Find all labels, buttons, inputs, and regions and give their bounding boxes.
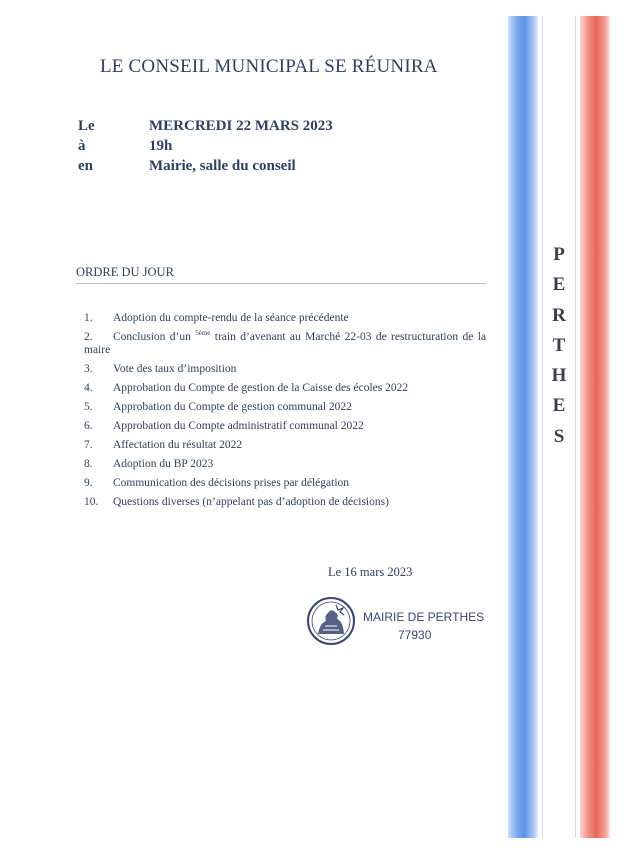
agenda-item-text: Approbation du Compte administratif communal 2022 xyxy=(113,420,364,432)
ordinal-superscript: 5ème xyxy=(195,329,211,337)
agenda-item xyxy=(84,382,486,395)
agenda-item-number: 9. xyxy=(84,477,93,489)
signature-date: Le 16 mars 2023 xyxy=(328,565,413,579)
agenda-item xyxy=(84,458,486,471)
town-name-vertical xyxy=(542,240,576,452)
agenda-item-number: 1. xyxy=(84,312,93,324)
meeting-place-label: en xyxy=(78,158,93,174)
agenda-item-number: 5. xyxy=(84,401,93,413)
flag-red-stripe xyxy=(580,16,610,838)
meeting-time-label: à xyxy=(78,138,86,154)
agenda-item xyxy=(84,496,486,509)
stamp-postal-code: 77930 xyxy=(398,628,432,642)
agenda-item-number: 7. xyxy=(84,439,93,451)
agenda-item-number: 10. xyxy=(84,496,99,508)
agenda-divider xyxy=(76,283,486,284)
page-title: LE CONSEIL MUNICIPAL SE RÉUNIRA xyxy=(100,56,438,77)
agenda-item-text xyxy=(84,331,486,357)
meeting-date-label: Le xyxy=(78,118,95,134)
agenda-item-text: Approbation du Compte de gestion communal 2022 xyxy=(113,401,352,413)
flag-blue-stripe xyxy=(508,16,538,838)
agenda-item-text: Communication des décisions prises par délégation xyxy=(113,477,350,489)
agenda-item-number: 8. xyxy=(84,458,93,470)
town-name-letter: T xyxy=(552,334,566,356)
town-name-letter: R xyxy=(552,304,566,326)
agenda-item xyxy=(84,477,486,490)
agenda-item xyxy=(84,363,486,376)
agenda-item xyxy=(84,401,486,414)
town-name-letter: H xyxy=(551,365,567,387)
agenda-item-text: Approbation du Compte de gestion de la Caisse des écoles 2022 xyxy=(113,382,409,394)
agenda-item-text: Affectation du résultat 2022 xyxy=(113,439,243,451)
town-name-letter: S xyxy=(553,425,565,447)
stamp-town-name: MAIRIE DE PERTHES xyxy=(363,610,485,624)
agenda-item xyxy=(84,420,486,433)
agenda-item-text-part: train d’avenant au Marché 22-03 de restructuration de la maire xyxy=(84,331,486,356)
agenda-item xyxy=(84,439,486,452)
agenda-item-text: Vote des taux d’imposition xyxy=(113,363,237,375)
agenda-list xyxy=(84,312,486,515)
agenda-item-number: 2. xyxy=(84,331,93,343)
agenda-item-text: Questions diverses (n’appelant pas d’adoption de décisions) xyxy=(113,496,389,508)
town-name-letter: P xyxy=(553,244,565,265)
agenda-item-number: 6. xyxy=(84,420,93,432)
meeting-time-value: 19h xyxy=(149,138,173,154)
agenda-item-number: 3. xyxy=(84,363,93,375)
town-name-letter: E xyxy=(552,274,566,296)
agenda-item-text: Adoption du BP 2023 xyxy=(113,458,214,470)
agenda-heading: ORDRE DU JOUR xyxy=(76,265,174,279)
town-name-letter: E xyxy=(552,395,566,417)
agenda-item-number: 4. xyxy=(84,382,93,394)
agenda-item xyxy=(84,312,486,325)
agenda-item-text-part: Conclusion d’un xyxy=(113,331,196,343)
agenda-item xyxy=(84,331,486,357)
town-seal-icon xyxy=(306,596,356,646)
agenda-item-text: Adoption du compte-rendu de la séance précédente xyxy=(113,312,349,324)
mairie-stamp xyxy=(306,596,486,652)
meeting-date-value: MERCREDI 22 MARS 2023 xyxy=(149,118,333,134)
meeting-place-value: Mairie, salle du conseil xyxy=(149,158,296,174)
